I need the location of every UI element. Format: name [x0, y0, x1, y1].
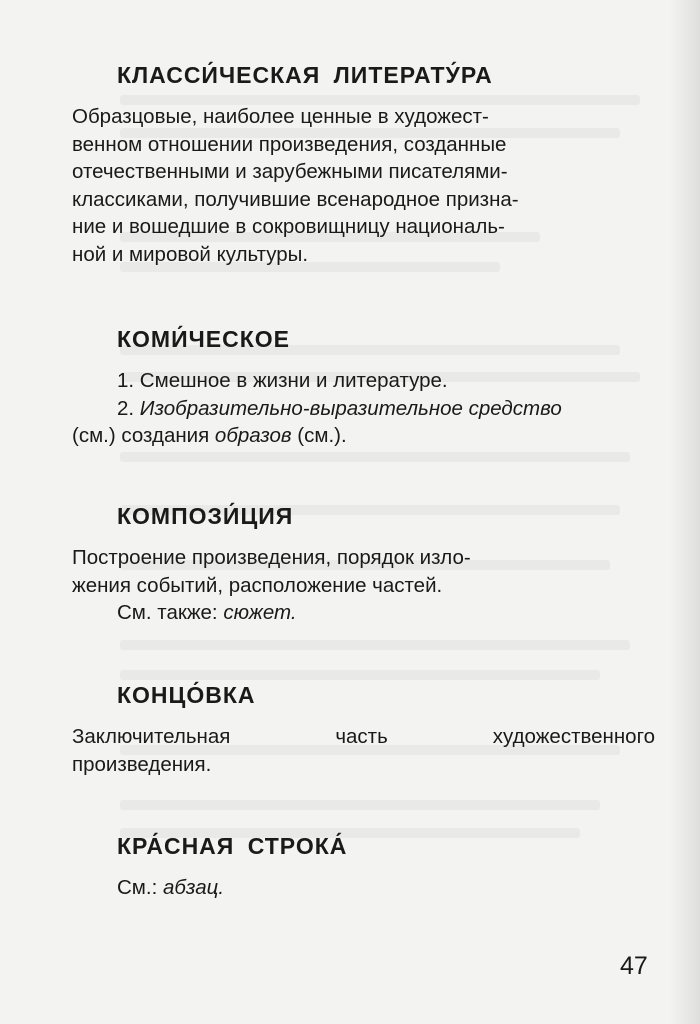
entry-definition — [72, 544, 655, 627]
entry-comic — [72, 326, 655, 450]
definition-item-2: 2. Изобразительно-выразительное средство — [117, 396, 562, 420]
page-spine-shadow — [670, 0, 700, 1024]
page-number: 47 — [620, 952, 648, 980]
see-also: См. также: сюжет. — [117, 601, 297, 624]
definition-line: произведения. — [72, 752, 212, 776]
italic-reference: сюжет. — [223, 601, 297, 624]
entry-ending — [72, 682, 655, 778]
entry-term: КОМИ́ЧЕСКОЕ — [117, 326, 290, 352]
entry-term: КОНЦО́ВКА — [117, 682, 256, 708]
definition-line: ние и вошедшие в сокровищницу националь- — [72, 215, 505, 238]
definition-line: Построение произведения, порядок изло- — [72, 546, 471, 569]
entry-definition — [72, 103, 655, 268]
entry-term: КЛАССИ́ЧЕСКАЯ ЛИТЕРАТУ́РА — [117, 62, 493, 88]
entry-definition — [72, 723, 655, 778]
italic-reference: образов — [214, 424, 292, 447]
entry-definition — [72, 367, 655, 450]
definition-line: классиками, получившие всенародное призна- — [72, 187, 519, 211]
italic-reference: абзац. — [163, 876, 225, 899]
definition-line: ной и мировой культуры. — [72, 242, 309, 266]
definition-line: жения событий, расположение частей. — [72, 573, 443, 597]
entry-definition — [117, 874, 655, 902]
definition-item-1: 1. Смешное в жизни и литературе. — [117, 369, 448, 392]
definition-line: отечественными и зарубежными писателями- — [72, 160, 508, 183]
see-also: См.: абзац. — [117, 876, 225, 899]
entry-term: КОМПОЗИ́ЦИЯ — [117, 503, 294, 529]
definition-line: Образцовые, наиболее ценные в художест- — [72, 105, 489, 128]
definition-line: Заключительная часть художественного — [72, 725, 655, 748]
entry-classical-literature — [72, 62, 655, 268]
entry-composition — [72, 503, 655, 627]
entry-term: КРА́СНАЯ СТРОКА́ — [117, 833, 348, 859]
definition-item-2-continued: (см.) создания образов (см.). — [72, 424, 347, 447]
entry-red-line — [117, 833, 655, 902]
italic-reference: Изобразительно-выразительное средство — [139, 396, 562, 420]
definition-line: венном отношении произведения, созданные — [72, 132, 507, 156]
